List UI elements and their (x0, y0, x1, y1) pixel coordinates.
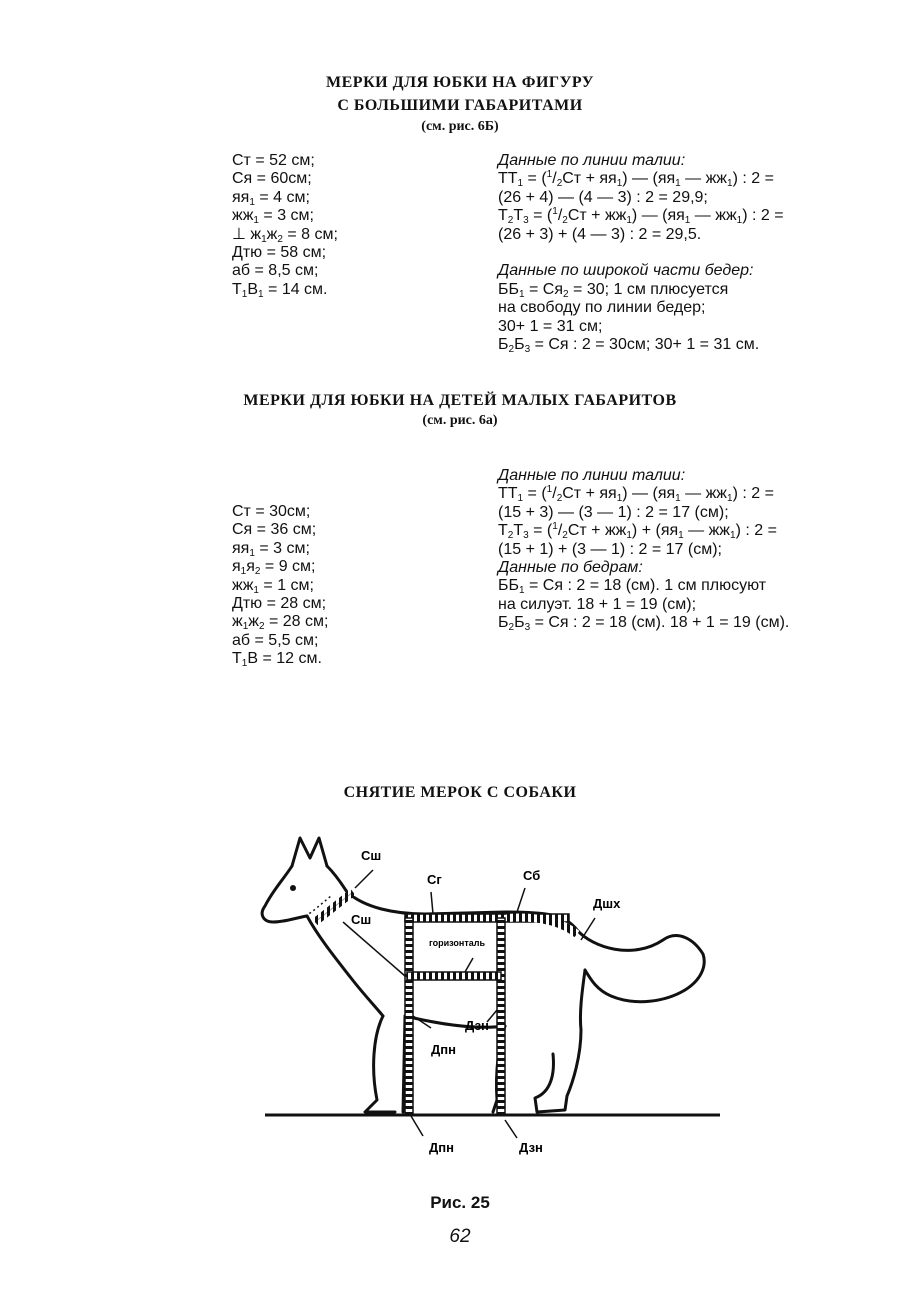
formula-line: $ж_1ж_2 = 28$ см; (232, 613, 329, 633)
section1-title-line1: МЕРКИ ДЛЯ ЮБКИ НА ФИГУРУ (326, 74, 594, 91)
formula-line: $Т_1В = 12$ см. (232, 650, 322, 670)
dog-eye (290, 885, 296, 891)
formula-line: ⊥ $ж_1ж_2 = 8$ см; (232, 225, 338, 245)
formula-line: $ББ_1 = Ся_2 = 30$; 1 см плюсуется (498, 280, 729, 300)
section2-hip-lines (498, 577, 789, 632)
section1-waist-heading: Данные по линии талии: (498, 152, 686, 169)
front-vertical-tape (405, 918, 413, 1114)
formula-line: $Т_2Т_3 = (^1/_2Ст + жж_1) + (яя_1$ — $жж_1$) : 2 = (498, 521, 777, 542)
label-ssh-top: Сш (361, 848, 382, 863)
section2-waist-heading: Данные по линии талии: (498, 467, 686, 484)
section2-title: МЕРКИ ДЛЯ ЮБКИ НА ДЕТЕЙ МАЛЫХ ГАБАРИТОВ (243, 392, 677, 409)
section3-title: СНЯТИЕ МЕРОК С СОБАКИ (343, 784, 577, 801)
label-sb: Сб (523, 868, 541, 883)
diagonal-line (343, 922, 405, 976)
label-dpn-bottom: Дпн (429, 1140, 454, 1155)
section2-hip-heading: Данные по бедрам: (498, 558, 643, 576)
label-dzn-bottom: Дзн (519, 1140, 543, 1155)
section1-hip-lines (498, 281, 784, 355)
horizontal-tape (407, 972, 501, 980)
section2-ref: (см. рис. 6а) (422, 413, 498, 428)
formula-line: (15 + 1) + (3 — 1) : 2 = 17 (см); (498, 540, 722, 558)
label-sg: Сг (427, 872, 442, 887)
formula-line: $жж_1 = 1$ см; (232, 576, 314, 596)
formula-line: $я_1я_2 = 9$ см; (232, 558, 316, 578)
formula-line: аб = 5,5 см; (232, 631, 319, 649)
formula-line: 30+ 1 = 31 см; (498, 317, 603, 335)
formula-line: (26 + 4) — (4 — 3) : 2 = 29,9; (498, 188, 708, 206)
formula-line: $ТТ_1 = (^1/_2Ст + яя_1)$ — ($яя_1$ — $жж_1$) : 2 = (498, 169, 774, 190)
section2-calculations (498, 467, 789, 633)
section1-calculations (498, 152, 784, 354)
formula-line: $Т_2Т_3 = (^1/_2Ст + жж_1)$ — ($яя_1$ — $жж_1$) : 2 = (498, 206, 784, 227)
formula-line: $ТТ_1 = (^1/_2Ст + яя_1)$ — ($яя_1$ — $жж_1$) : 2 = (498, 484, 774, 505)
section2-measurements (232, 503, 328, 669)
label-dpn-body: Дпн (431, 1042, 456, 1057)
page-number: 62 (449, 1226, 471, 1247)
formula-line: $яя_1 = 3$ см; (232, 539, 310, 559)
figure-caption: Рис. 25 (430, 1193, 490, 1212)
dog-measurement-figure (255, 830, 725, 1170)
formula-line: Ся = 60см; (232, 170, 312, 188)
rear-vertical-tape (497, 918, 505, 1114)
section1-ref: (см. рис. 6Б) (421, 119, 499, 134)
label-dsh: Дшх (593, 896, 621, 911)
formula-line: $жж_1 = 3$ см; (232, 207, 314, 227)
formula-line: Ст = 52 см; (232, 152, 315, 169)
formula-line: $Б_2Б_3$ = Ся : 2 = 18 (см). 18 + 1 = 19 (см). (498, 614, 790, 634)
formula-line: (15 + 3) — (3 — 1) : 2 = 17 (см); (498, 503, 729, 521)
label-ssh-neck: Сш (351, 912, 372, 927)
formula-line: Ся = 36 см; (232, 521, 317, 539)
formula-line: на свободу по линии бедер; (498, 299, 706, 317)
formula-line: $яя_1 = 4$ см; (232, 188, 310, 208)
formula-line: $Б_2Б_3$ = Ся : 2 = 30см; 30+ 1 = 31 см. (498, 335, 760, 355)
formula-line: $Т_1В_1 = 14$ см. (232, 280, 328, 300)
label-dzn-body: Дзн (465, 1018, 489, 1033)
section1-measurements (232, 152, 338, 299)
formula-line: на силуэт. 18 + 1 = 19 (см); (498, 595, 697, 613)
formula-line: (26 + 3) + (4 — 3) : 2 = 29,5. (498, 225, 702, 243)
label-horizontal: горизонталь (429, 938, 486, 948)
formula-line: $ББ_1$ = Ся : 2 = 18 (см). 1 см плюсуют (498, 577, 767, 597)
section2-waist-lines (498, 485, 789, 559)
formula-line: Ст = 30см; (232, 503, 311, 520)
formula-line: Дтю = 58 см; (232, 243, 327, 261)
formula-line: Дтю = 28 см; (232, 594, 327, 612)
section1-waist-lines (498, 170, 784, 244)
section1-hip-heading: Данные по широкой части бедер: (498, 262, 754, 280)
formula-line: аб = 8,5 см; (232, 262, 319, 280)
section1-title-line2: С БОЛЬШИМИ ГАБАРИТАМИ (337, 97, 583, 114)
